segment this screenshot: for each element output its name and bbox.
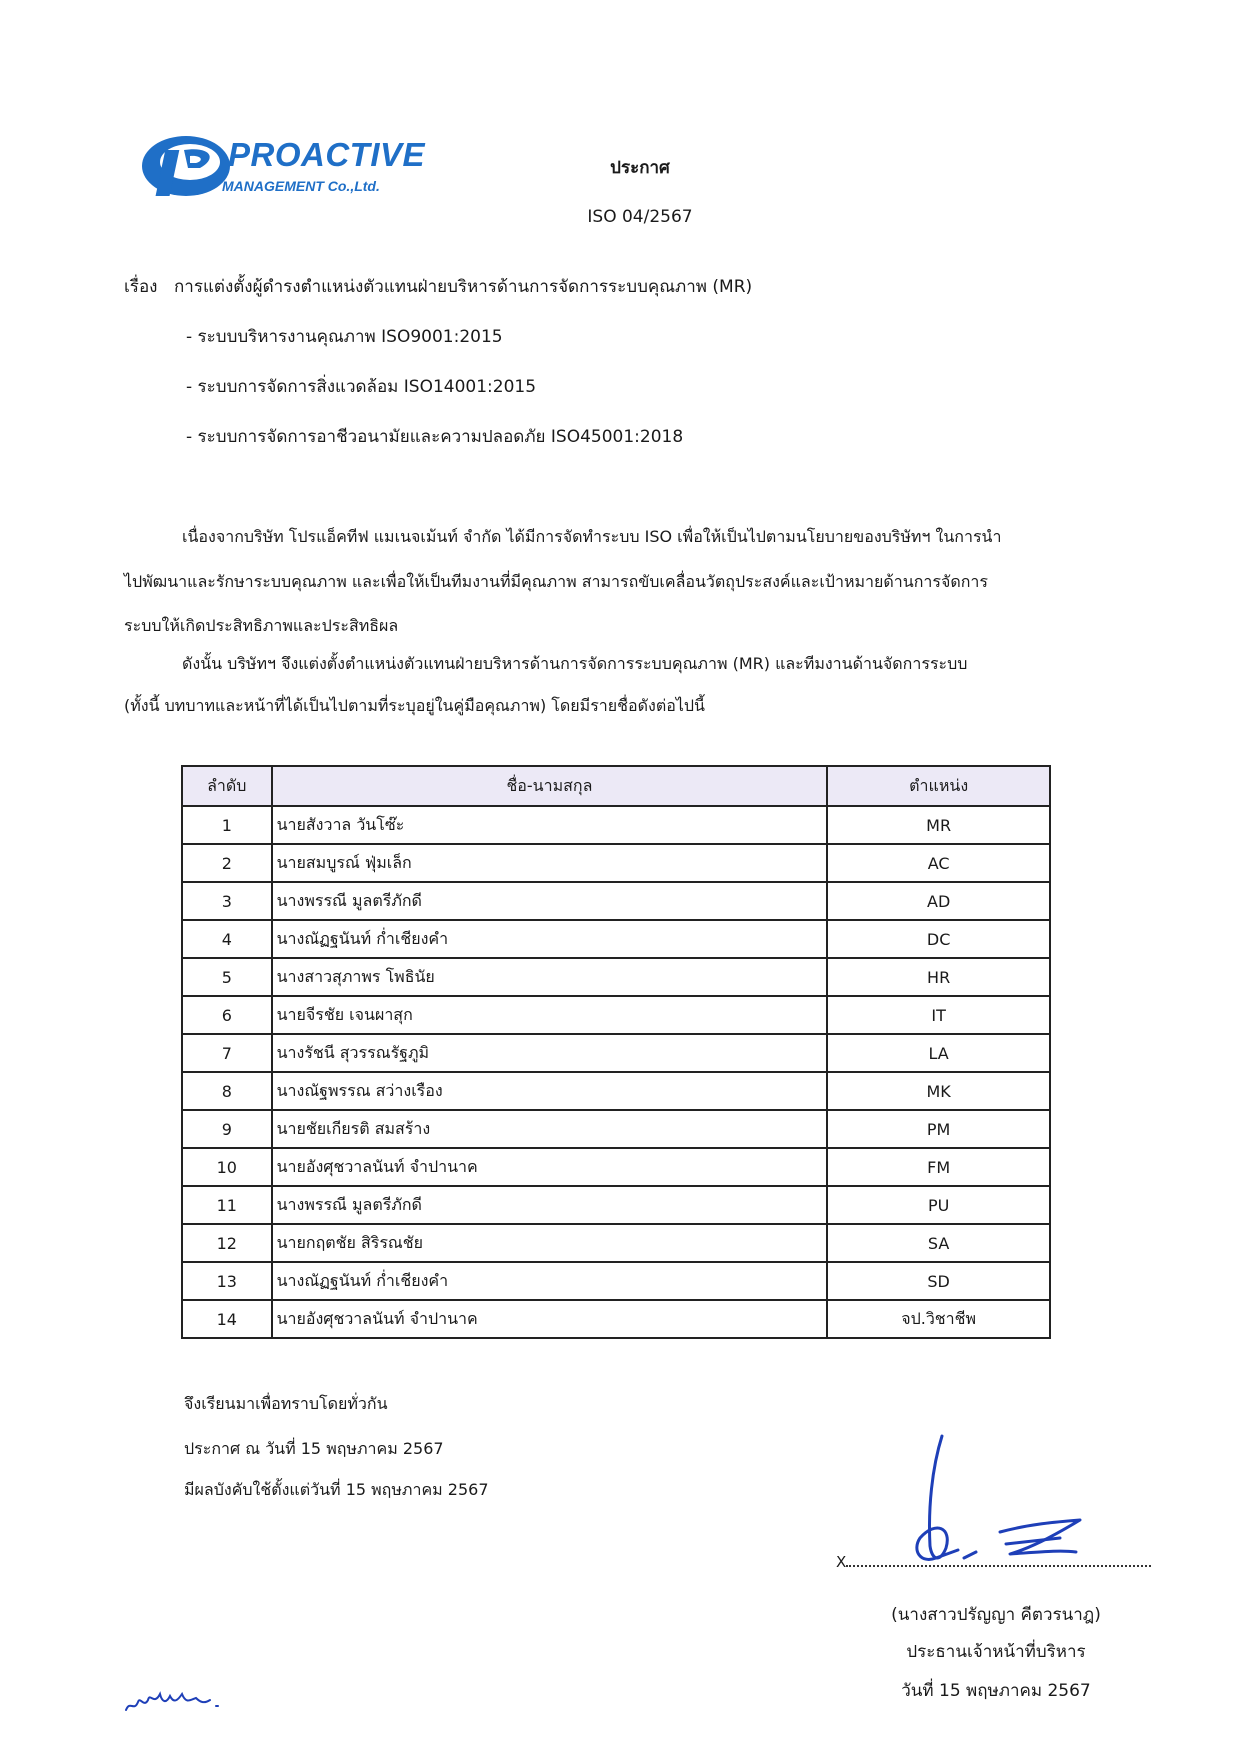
row-position: LA <box>827 1034 1050 1072</box>
table-row <box>182 1034 1050 1072</box>
table-row <box>182 958 1050 996</box>
row-name: นางสาวสุภาพร โพธินัย <box>272 958 828 996</box>
row-name: นางพรรณี มูลตรีภักดี <box>272 1186 828 1224</box>
standard-item: - ระบบการจัดการอาชีวอนามัยและความปลอดภัย ISO45001:2018 <box>186 427 684 447</box>
row-number: 10 <box>182 1148 272 1186</box>
row-number: 6 <box>182 996 272 1034</box>
table-row <box>182 882 1050 920</box>
row-position: HR <box>827 958 1050 996</box>
company-logo <box>140 128 426 204</box>
body-paragraph-1-line: ระบบให้เกิดประสิทธิภาพและประสิทธิผล <box>124 616 399 635</box>
staff-table <box>181 765 1051 1339</box>
subject-text: การแต่งตั้งผู้ดำรงตำแหน่งตัวแทนฝ่ายบริหารด้านการจัดการระบบคุณภาพ (MR) <box>174 277 753 297</box>
row-number: 8 <box>182 1072 272 1110</box>
row-position: PU <box>827 1186 1050 1224</box>
row-number: 14 <box>182 1300 272 1338</box>
row-name: นายอังศุชวาลนันท์ จำปานาค <box>272 1148 828 1186</box>
row-number: 4 <box>182 920 272 958</box>
signature-date: วันที่ 15 พฤษภาคม 2567 <box>901 1681 1091 1701</box>
table-row <box>182 1110 1050 1148</box>
announcement-date: ประกาศ ณ วันที่ 15 พฤษภาคม 2567 <box>184 1439 444 1458</box>
closing-line: จึงเรียนมาเพื่อทราบโดยทั่วกัน <box>184 1394 388 1413</box>
body-paragraph-2-line: ดังนั้น บริษัทฯ จึงแต่งตั้งตำแหน่งตัวแทนฝ่ายบริหารด้านการจัดการระบบคุณภาพ (MR) และทีมงานด้านจัดการระบบ <box>182 654 968 673</box>
table-row <box>182 844 1050 882</box>
row-number: 7 <box>182 1034 272 1072</box>
row-name: นายชัยเกียรติ สมสร้าง <box>272 1110 828 1148</box>
standard-item: - ระบบบริหารงานคุณภาพ ISO9001:2015 <box>186 327 503 347</box>
table-row <box>182 1148 1050 1186</box>
header-number: ลำดับ <box>182 766 272 806</box>
company-logo-mark-icon <box>140 128 232 204</box>
row-position: MK <box>827 1072 1050 1110</box>
row-name: นางณัฏฐนันท์ ก่ำเชียงคำ <box>272 1262 828 1300</box>
body-paragraph-2-line: (ทั้งนี้ บทบาทและหน้าที่ได้เป็นไปตามที่ระบุอยู่ในคู่มือคุณภาพ) โดยมีรายชื่อดังต่อไปนี้ <box>124 696 705 715</box>
row-position: AC <box>827 844 1050 882</box>
row-position: SA <box>827 1224 1050 1262</box>
signature-mark: X <box>836 1553 847 1571</box>
header-name: ชื่อ-นามสกุล <box>272 766 828 806</box>
table-row <box>182 1262 1050 1300</box>
row-number: 3 <box>182 882 272 920</box>
row-position: DC <box>827 920 1050 958</box>
row-name: นายจีรชัย เจนผาสุก <box>272 996 828 1034</box>
row-number: 2 <box>182 844 272 882</box>
row-name: นางรัชนี สุวรรณรัฐภูมิ <box>272 1034 828 1072</box>
row-name: นายอังศุชวาลนันท์ จำปานาค <box>272 1300 828 1338</box>
row-name: นางพรรณี มูลตรีภักดี <box>272 882 828 920</box>
effective-date: มีผลบังคับใช้ตั้งแต่วันที่ 15 พฤษภาคม 2567 <box>184 1480 489 1499</box>
announcement-title: ประกาศ <box>610 158 670 178</box>
table-row <box>182 1072 1050 1110</box>
row-number: 1 <box>182 806 272 844</box>
row-position: MR <box>827 806 1050 844</box>
standard-item: - ระบบการจัดการสิ่งแวดล้อม ISO14001:2015 <box>186 377 537 397</box>
row-position: PM <box>827 1110 1050 1148</box>
body-paragraph-1-line: ไปพัฒนาและรักษาระบบคุณภาพ และเพื่อให้เป็นทีมงานที่มีคุณภาพ สามารถขับเคลื่อนวัตถุประสงค์และเป้าหมายด้านการจัดการ <box>124 572 988 591</box>
subject-label: เรื่อง <box>124 277 158 297</box>
row-position: FM <box>827 1148 1050 1186</box>
table-row <box>182 1224 1050 1262</box>
header-position: ตำแหน่ง <box>827 766 1050 806</box>
row-position: IT <box>827 996 1050 1034</box>
row-position: จป.วิชาชีพ <box>827 1300 1050 1338</box>
logo-text-primary: PROACTIVE <box>228 136 426 173</box>
row-name: นางณัฐพรรณ สว่างเรือง <box>272 1072 828 1110</box>
signatory-name: (นางสาวปรัญญา คีตวรนาฎ) <box>891 1605 1101 1625</box>
initials-scribble <box>120 1672 240 1722</box>
row-number: 13 <box>182 1262 272 1300</box>
signatory-title: ประธานเจ้าหน้าที่บริหาร <box>906 1642 1086 1662</box>
row-number: 9 <box>182 1110 272 1148</box>
table-row <box>182 1300 1050 1338</box>
row-position: SD <box>827 1262 1050 1300</box>
row-name: นายสังวาล วันโซ๊ะ <box>272 806 828 844</box>
table-header-row <box>182 766 1050 806</box>
table-row <box>182 996 1050 1034</box>
table-row <box>182 806 1050 844</box>
body-paragraph-1-line: เนื่องจากบริษัท โปรแอ็คทีฟ แมเนจเม้นท์ จำกัด ได้มีการจัดทำระบบ ISO เพื่อให้เป็นไปตามนโยบายของบริษัทฯ ในการนำ <box>182 527 1002 546</box>
handwritten-signature <box>880 1428 1120 1578</box>
row-position: AD <box>827 882 1050 920</box>
row-name: นางณัฏฐนันท์ ก่ำเชียงคำ <box>272 920 828 958</box>
row-name: นายกฤตชัย สิริรณชัย <box>272 1224 828 1262</box>
row-name: นายสมบูรณ์ ฟุ่มเล็ก <box>272 844 828 882</box>
table-row <box>182 1186 1050 1224</box>
row-number: 5 <box>182 958 272 996</box>
announcement-number: ISO 04/2567 <box>587 207 693 227</box>
logo-text-secondary: MANAGEMENT Co.,Ltd. <box>222 178 380 194</box>
row-number: 12 <box>182 1224 272 1262</box>
row-number: 11 <box>182 1186 272 1224</box>
table-row <box>182 920 1050 958</box>
